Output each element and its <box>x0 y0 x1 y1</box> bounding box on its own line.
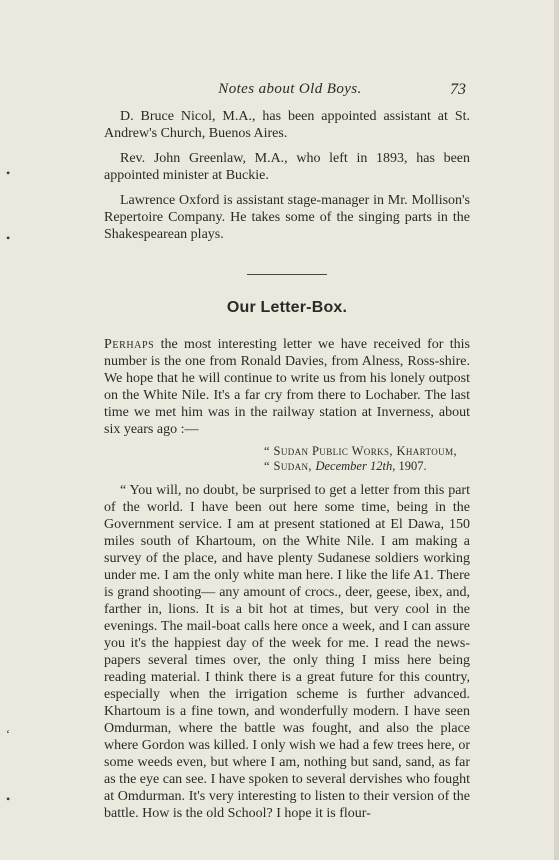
intro-paragraph <box>104 336 470 438</box>
intro-text: the most interesting letter we have received for this number is the one from Ronald Davies, from Alness, Ross-shire. We hope that he will continue to write us from his lonely outpost on the White Nile. It's a far cry from there to Lochaber. The last time we met him was in the railway station at Inverness, about six years ago :— <box>104 337 470 437</box>
letter-heading <box>104 444 470 474</box>
margin-mark: • <box>6 231 11 245</box>
running-head <box>0 81 559 103</box>
page-edge <box>554 0 559 860</box>
section-heading: Our Letter-Box. <box>226 299 348 316</box>
letter-date-line <box>264 459 470 474</box>
letter-date: December 12th, <box>315 459 396 473</box>
note-paragraph: Rev. John Greenlaw, M.A., who left in 1893, has been appointed minister at Buckie. <box>104 151 470 183</box>
note-paragraph: Lawrence Oxford is assistant stage-manager in Mr. Mollison's Repertoire Company. He takes some of the singing parts in the Shakespearean plays. <box>104 193 470 242</box>
section-divider <box>247 274 327 275</box>
note-paragraph: D. Bruce Nicol, M.A., has been appointed assistant at St. Andrew's Church, Buenos Aires. <box>104 109 470 141</box>
page-number: 73 <box>450 81 466 98</box>
margin-mark: • <box>6 792 11 806</box>
letter-place: “ Sudan, <box>264 459 316 473</box>
margin-mark: ‘ <box>6 727 10 741</box>
margin-mark: • <box>6 166 11 180</box>
running-title: Notes about Old Boys. <box>218 81 362 97</box>
letter-body: “ You will, no doubt, be surprised to get a letter from this part of the world. I have been out here some time, being in the Government service. I am at present stationed at El Dawa, 150 miles south of Khartoum, on the White Nile. I am making a survey of the place, and have plenty Sudanese soldiers working under me. I am the only white man here. I like the life A1. There is grand shooting— any amount of crocs., deer, geese, ibex, and, farther in, lions. It is a bit hot at times, but very cool in the evenings. The mail-boat calls here once a week, and I can assure you it's the happiest day of the week for me. I read the news-papers several times over, the only thing I miss here being reading material. I think there is a great future for this country, especially when the irrigation scheme is further advanced. Khartoum is a fine town, and wonderfully modern. I have seen Omdurman, where the battle was fought, and also the place where Gordon was killed. I only wish we had a few trees here, or some weeds even, but where I am, nothing but sand, sand, as far as the eye can see. I have spoken to several dervishes who fought at Omdurman. It's very interesting to listen to their version of the battle. How is the old School? I hope it is flour- <box>104 483 470 821</box>
page-body <box>104 108 470 822</box>
letter-address: “ Sudan Public Works, Khartoum, <box>264 444 458 458</box>
letter-year: 1907. <box>395 459 427 473</box>
lead-word: Perhaps <box>104 337 155 352</box>
